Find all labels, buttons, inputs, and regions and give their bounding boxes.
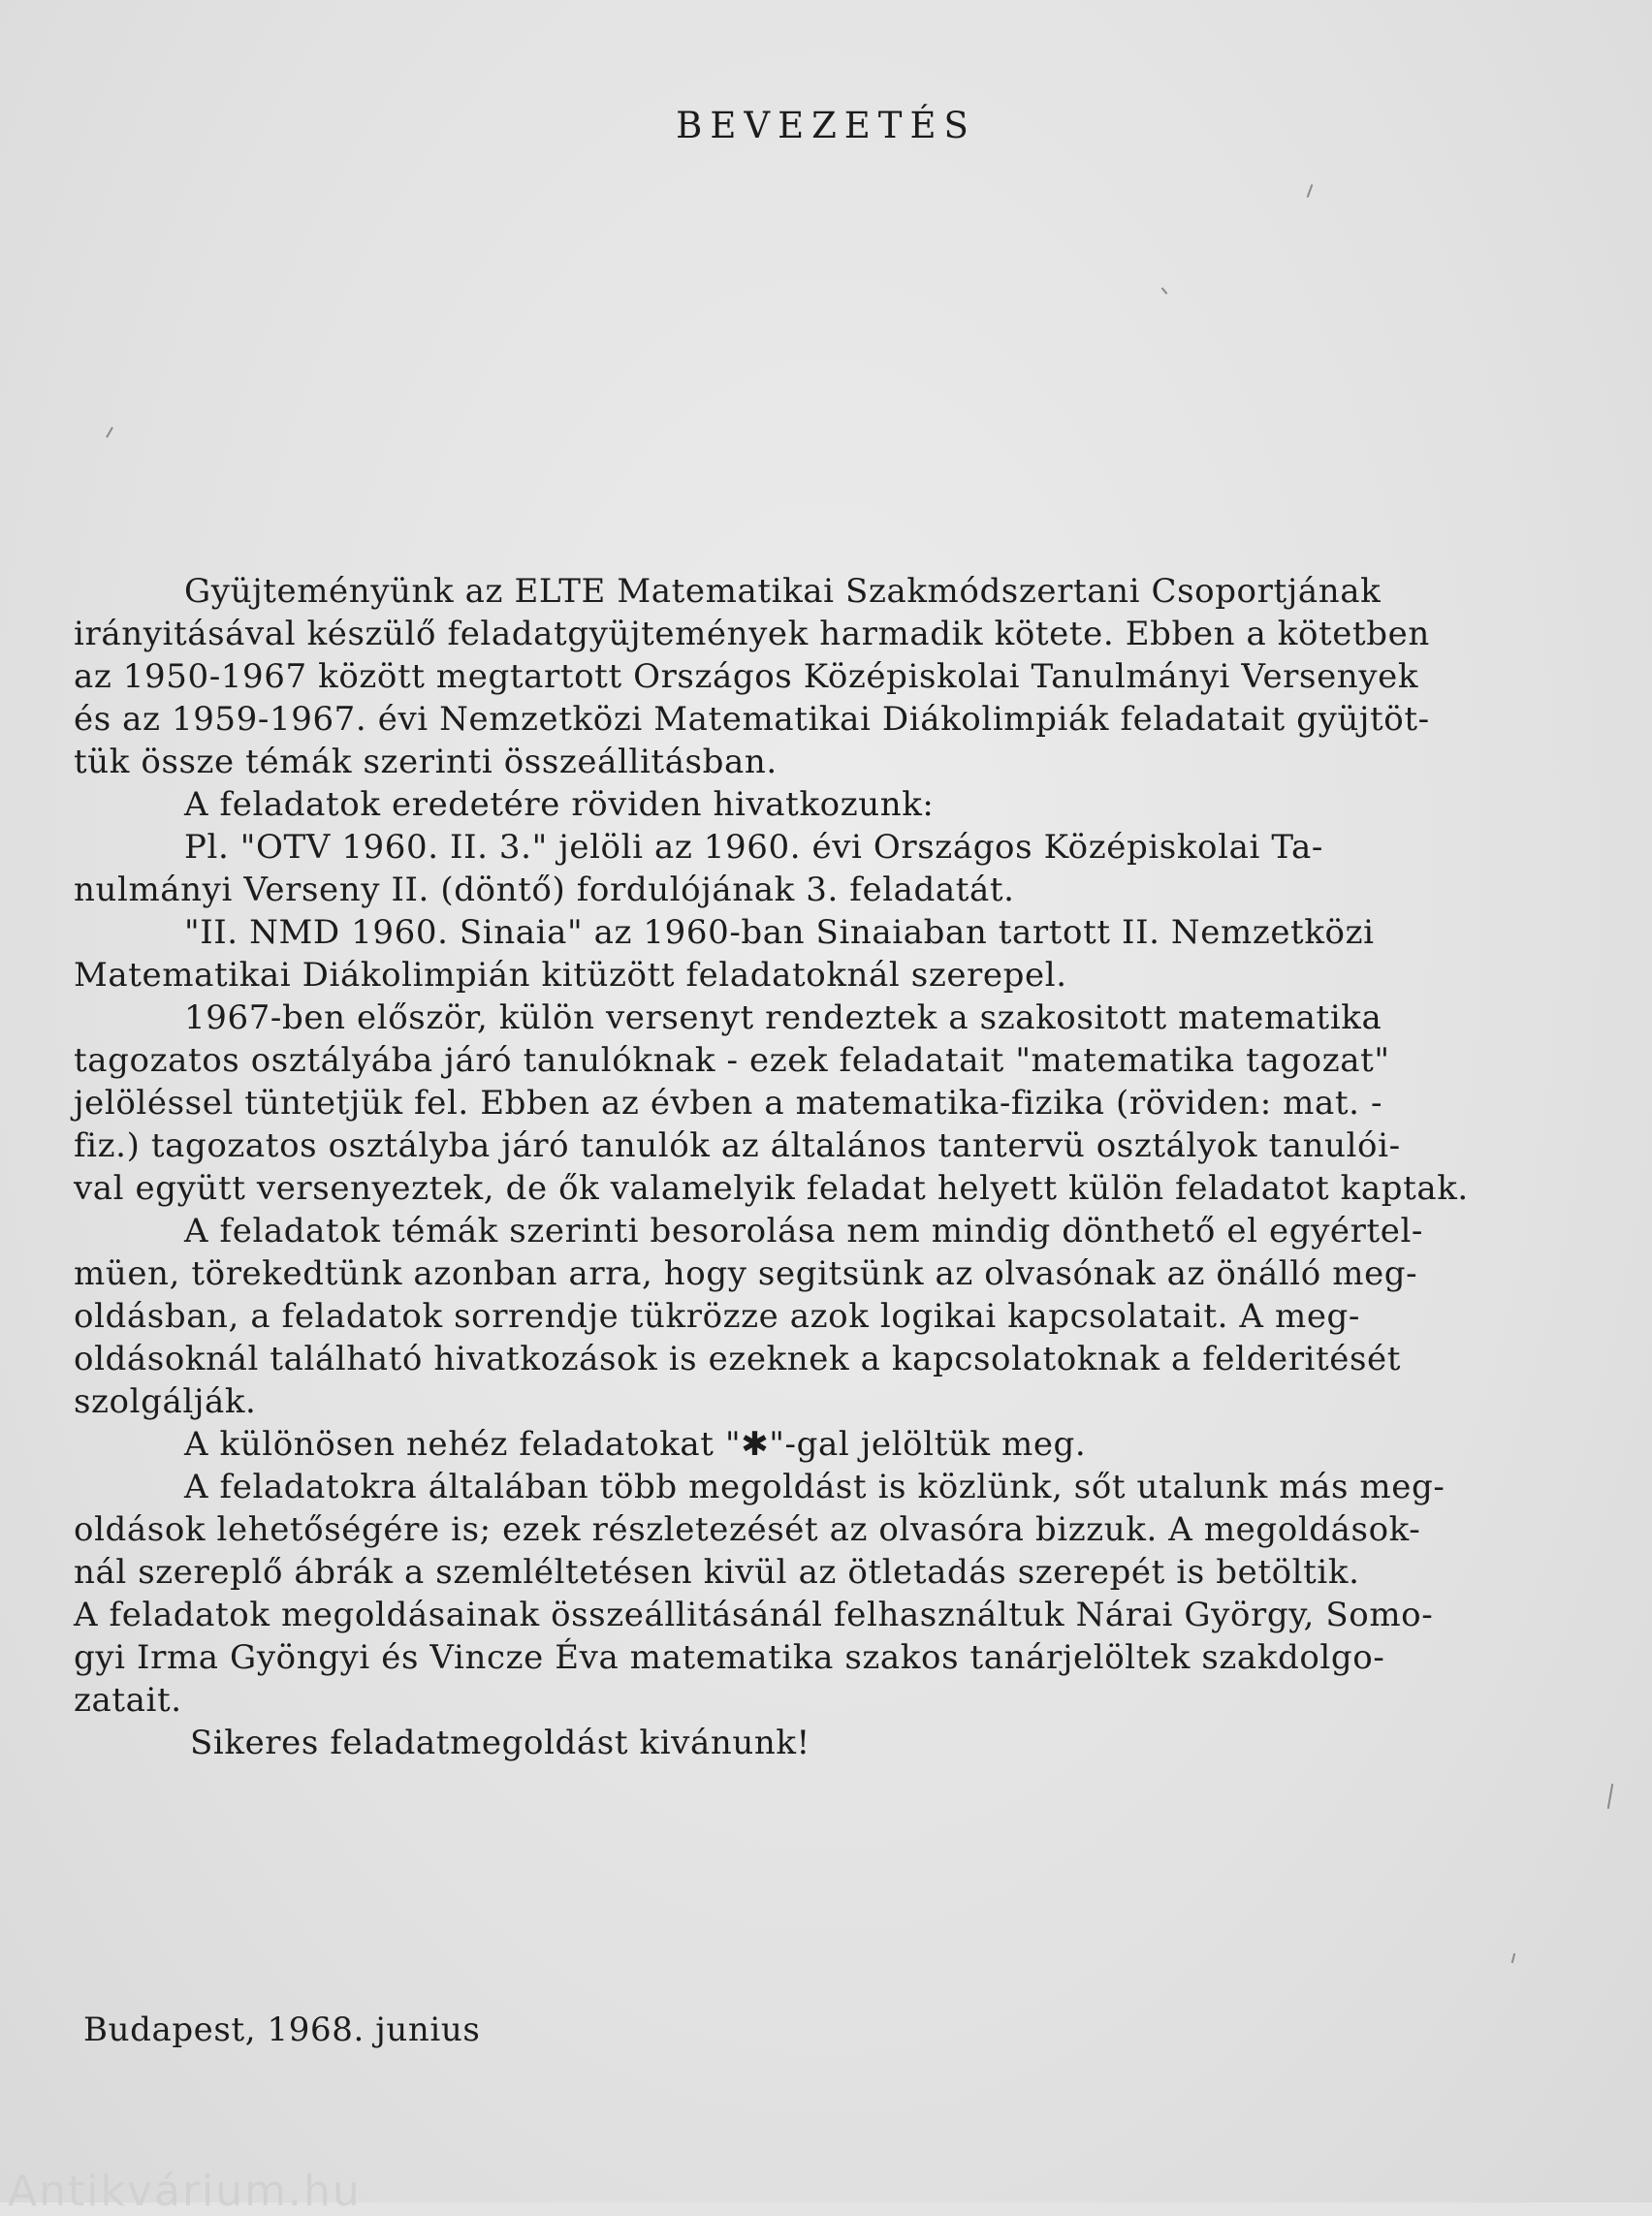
text-line: nál szereplő ábrák a szemléltetésen kivül az ötletadás szerepét is betöltik.: [74, 1553, 1360, 1592]
text-line: és az 1959-1967. évi Nemzetközi Matematikai Diákolimpiák feladatait gyüjtöt-: [74, 700, 1430, 739]
body-text: [74, 570, 1586, 1764]
dust-speck: [1161, 287, 1168, 294]
text-line: A feladatokra általában több megoldást is közlünk, sőt utalunk más meg-: [184, 1468, 1446, 1506]
text-line: tük össze témák szerinti összeállitásban.: [74, 743, 778, 781]
text-line: irányitásával készülő feladatgyüjtemények harmadik kötete. Ebben a kötetben: [74, 615, 1430, 653]
text-line: Pl. "OTV 1960. II. 3." jelöli az 1960. évi Országos Középiskolai Ta-: [184, 828, 1323, 867]
text-line: gyi Irma Gyöngyi és Vincze Éva matematika szakos tanárjelöltek szakdolgo-: [74, 1638, 1385, 1677]
text-line: oldásban, a feladatok sorrendje tükrözze azok logikai kapcsolatait. A meg-: [74, 1297, 1361, 1336]
text-line: A feladatok megoldásainak összeállitásánál felhasználtuk Nárai György, Somo-: [74, 1596, 1434, 1634]
text-line: val együtt versenyeztek, de ők valamelyik feladat helyett külön feladatot kaptak.: [74, 1169, 1469, 1208]
text-line: nulmányi Verseny II. (döntő) fordulójának 3. feladatát.: [74, 871, 1015, 909]
text-line: Matematikai Diákolimpián kitüzött feladatoknál szerepel.: [74, 956, 1067, 995]
dust-speck: [1607, 1784, 1613, 1809]
text-line: A különösen nehéz feladatokat "✱"-gal jelöltük meg.: [184, 1425, 1087, 1464]
text-line: A feladatok eredetére röviden hivatkozunk:: [184, 785, 935, 824]
watermark: Antikvárium.hu: [8, 2167, 362, 2216]
text-line: 1967-ben először, külön versenyt rendeztek a szakositott matematika: [184, 998, 1382, 1037]
dust-speck: [1307, 184, 1314, 198]
text-line: oldásoknál található hivatkozások is ezeknek a kapcsolatoknak a felderitését: [74, 1340, 1402, 1378]
text-line: Sikeres feladatmegoldást kivánunk!: [190, 1724, 810, 1762]
page-title: BEVEZETÉS: [676, 105, 976, 146]
text-line: Gyüjteményünk az ELTE Matematikai Szakmódszertani Csoportjának: [184, 572, 1382, 611]
text-line: az 1950-1967 között megtartott Országos Középiskolai Tanulmányi Versenyek: [74, 657, 1419, 696]
dust-speck: [1511, 1953, 1516, 1963]
text-line: jelöléssel tüntetjük fel. Ebben az évben a matematika-fizika (röviden: mat. -: [74, 1084, 1383, 1123]
text-line: oldások lehetőségére is; ezek részletezését az olvasóra bizzuk. A megoldások-: [74, 1510, 1421, 1549]
text-line: tagozatos osztályába járó tanulóknak - ezek feladatait "matematika tagozat": [74, 1041, 1390, 1080]
text-line: "II. NMD 1960. Sinaia" az 1960-ban Sinaiaban tartott II. Nemzetközi: [184, 913, 1375, 952]
text-line: müen, törekedtünk azonban arra, hogy segitsünk az olvasónak az önálló meg-: [74, 1254, 1418, 1293]
text-line: szolgálják.: [74, 1382, 257, 1421]
text-line: fiz.) tagozatos osztályba járó tanulók az általános tantervü osztályok tanulói-: [74, 1126, 1401, 1165]
text-line: A feladatok témák szerinti besorolása nem mindig dönthető el egyértel-: [184, 1212, 1424, 1250]
text-line: zatait.: [74, 1681, 182, 1720]
dust-speck: [106, 427, 113, 437]
signoff: Budapest, 1968. junius: [83, 2010, 481, 2049]
